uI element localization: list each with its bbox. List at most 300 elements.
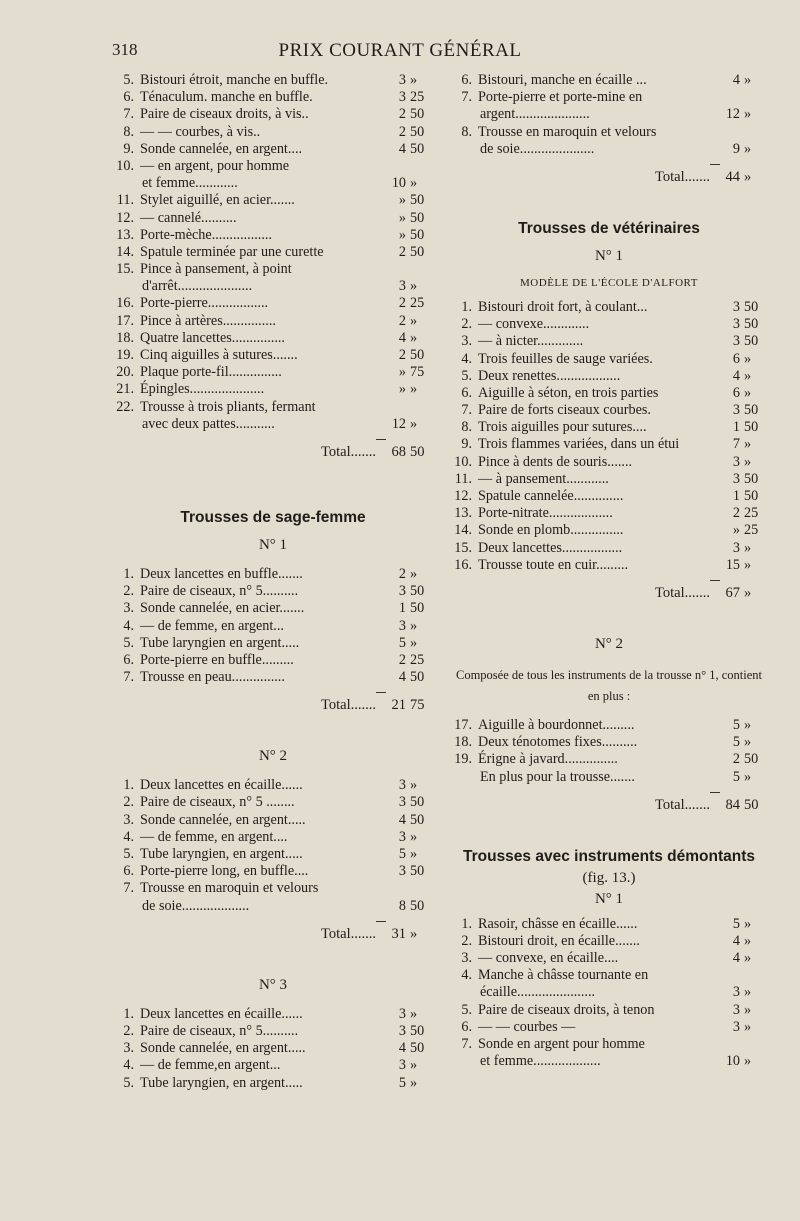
item-description: Trousse en peau............... (140, 669, 285, 686)
price-francs: 3 (398, 617, 406, 634)
price-centimes: » (744, 350, 752, 367)
item-price (720, 1019, 768, 1036)
price-francs: 3 (732, 539, 740, 556)
item-price (720, 368, 768, 385)
list-item (450, 488, 768, 505)
item-number: 12. (454, 488, 472, 504)
price-centimes: » (410, 278, 418, 295)
price-francs: 15 (725, 556, 740, 573)
price-centimes: » (744, 1018, 752, 1035)
price-centimes: » (744, 915, 752, 932)
price-francs: 3 (398, 278, 406, 295)
item-number: 3. (123, 1040, 134, 1057)
price-centimes: 50 (410, 140, 425, 157)
item-number: 7. (123, 106, 134, 123)
item-description: Bistouri, manche en écaille ... (478, 72, 647, 88)
item-price (386, 175, 434, 192)
list-item (112, 227, 434, 244)
price-francs: 3 (732, 470, 740, 487)
price-francs: 2 (732, 751, 740, 768)
total-price (720, 164, 768, 190)
item-description: Sonde cannelée, en argent..... (140, 1040, 306, 1057)
item-price (720, 950, 768, 967)
item-price (720, 299, 768, 316)
list-item (450, 385, 768, 402)
price-francs: 31 (391, 925, 406, 942)
price-centimes: » (744, 140, 752, 157)
list-item (450, 734, 768, 751)
subsection-number: N° 3 (258, 976, 288, 993)
item-number: 5. (123, 634, 134, 651)
item-description: Manche à châsse tournante en (478, 967, 649, 984)
price-centimes: » (744, 168, 752, 185)
item-price (386, 566, 434, 583)
list-item (112, 381, 434, 398)
item-number: 5. (461, 1001, 472, 1018)
item-price (386, 846, 434, 863)
item-description: Plaque porte-fil............... (140, 364, 282, 381)
item-price (386, 72, 434, 89)
item-price (386, 600, 434, 617)
item-description: — en argent, pour homme (140, 157, 290, 174)
item-description: Deux ténotomes fixes.......... (478, 734, 638, 751)
price-centimes: » (744, 584, 752, 601)
price-francs: 5 (732, 915, 740, 932)
price-francs: 2 (398, 123, 406, 140)
total-label: Total....... (655, 584, 710, 601)
item-description: Porte-pierre et porte-mine en (478, 89, 643, 106)
list-item (112, 158, 434, 175)
item-number: 1. (123, 565, 134, 582)
item-description: — à pansement............ (478, 470, 609, 487)
item-price (386, 898, 434, 915)
price-centimes: » (744, 984, 752, 1001)
price-centimes: » (410, 72, 418, 88)
list-item (450, 351, 768, 368)
item-description: Paire de forts ciseaux courbes. (478, 402, 651, 419)
list-item (450, 522, 768, 539)
price-francs: 1 (398, 600, 406, 617)
list-item (112, 124, 434, 141)
price-francs: 5 (732, 768, 740, 785)
list-item (112, 669, 434, 686)
item-description: Sonde cannelée, en acier....... (140, 600, 305, 617)
left-column (112, 72, 434, 1092)
item-price (386, 106, 434, 123)
item-description: de soie..................... (480, 140, 595, 157)
item-price (720, 557, 768, 574)
item-description: de soie................... (142, 897, 250, 914)
total-price (386, 921, 434, 947)
list-item (450, 751, 768, 768)
item-description: Pince à dents de souris....... (478, 453, 633, 470)
item-number: 19. (116, 347, 134, 363)
total-price (386, 692, 434, 718)
list-item (112, 313, 434, 330)
item-number: 10. (454, 453, 472, 470)
item-description: Trois feuilles de sauge variées. (478, 350, 653, 367)
total-label: Total....... (655, 168, 710, 185)
price-centimes: » (410, 634, 418, 651)
price-francs: 68 (391, 443, 406, 460)
price-centimes: » (744, 106, 752, 123)
item-price (386, 124, 434, 141)
item-number: 7. (123, 880, 134, 897)
item-description: Paire de ciseaux droits, à tenon (478, 1001, 655, 1018)
price-centimes: 50 (410, 106, 425, 123)
price-centimes: » (744, 932, 752, 949)
list-item (450, 72, 768, 89)
list-item (450, 769, 768, 786)
list-item (112, 829, 434, 846)
total-row (112, 692, 434, 718)
price-centimes: » (410, 175, 418, 192)
item-price (386, 669, 434, 686)
price-francs: » (398, 364, 406, 381)
item-description: Bistouri droit fort, à coulant... (478, 298, 648, 315)
item-price (720, 717, 768, 734)
list-item (450, 333, 768, 350)
item-number: 7. (461, 402, 472, 419)
list-item (450, 106, 768, 123)
item-description: Porte-pierre long, en buffle.... (140, 863, 309, 880)
list-item (450, 916, 768, 933)
list-item (450, 316, 768, 333)
item-description: — convexe............. (478, 316, 590, 333)
price-centimes: » (410, 415, 418, 432)
price-centimes: » (410, 925, 418, 942)
list-item (112, 812, 434, 829)
item-price (386, 192, 434, 209)
price-centimes: » (410, 1074, 418, 1091)
item-number: 14. (454, 522, 472, 539)
item-list (450, 916, 768, 1071)
price-francs: 2 (398, 312, 406, 329)
price-francs: 3 (398, 863, 406, 880)
item-number: 17. (454, 716, 472, 733)
item-number: 2. (461, 316, 472, 333)
item-number: 2. (461, 932, 472, 949)
item-description: Stylet aiguillé, en acier....... (140, 192, 295, 209)
price-francs: 3 (732, 453, 740, 470)
item-number: 3. (123, 811, 134, 828)
price-centimes: » (744, 1001, 752, 1018)
item-number: 3. (461, 333, 472, 350)
item-number: 3. (461, 950, 472, 967)
item-number: 11. (116, 192, 134, 209)
price-francs: 44 (725, 168, 740, 185)
item-price (386, 347, 434, 364)
price-francs: 2 (398, 106, 406, 123)
item-description: Porte-nitrate.................. (478, 505, 613, 522)
item-description: — de femme,en argent... (140, 1057, 281, 1074)
price-francs: 5 (398, 846, 406, 862)
page-number: 318 (112, 40, 138, 59)
item-number: 4. (123, 617, 134, 634)
price-francs: 3 (398, 89, 406, 106)
item-number: 9. (123, 140, 134, 157)
price-centimes: » (744, 539, 752, 556)
item-description: Tube laryngien, en argent..... (140, 846, 303, 862)
item-number: 2. (123, 1022, 134, 1039)
total-price (386, 439, 434, 465)
item-description: Bistouri droit, en écaille....... (478, 932, 640, 949)
page-header (0, 40, 800, 64)
right-column (450, 72, 768, 1070)
item-number: 6. (123, 651, 134, 668)
item-number: 13. (116, 226, 134, 243)
list-item (450, 540, 768, 557)
item-price (720, 141, 768, 158)
item-description: Paire de ciseaux, n° 5.......... (140, 1022, 299, 1039)
item-description: Aiguille à séton, en trois parties (478, 384, 659, 401)
price-francs: 6 (732, 350, 740, 367)
price-centimes: 50 (744, 316, 759, 333)
price-francs: 3 (398, 794, 406, 811)
list-item (112, 635, 434, 652)
price-francs: 3 (398, 583, 406, 600)
list-item (112, 416, 434, 433)
item-number: 3. (123, 600, 134, 617)
price-centimes: » (410, 846, 418, 862)
item-price (720, 933, 768, 950)
price-centimes: 50 (410, 811, 425, 828)
price-francs: 4 (398, 1040, 406, 1057)
list-item (112, 880, 434, 897)
item-price (720, 419, 768, 436)
item-description: Spatule terminée par une curette (140, 243, 324, 260)
item-list (112, 566, 434, 686)
model-caption: MODÈLE DE L'ÉCOLE D'ALFORT (520, 276, 698, 289)
price-centimes: 50 (410, 1022, 425, 1039)
total-label: Total....... (655, 796, 710, 813)
item-price (386, 244, 434, 261)
item-number: 7. (461, 1036, 472, 1052)
item-list (450, 72, 768, 158)
price-centimes: » (744, 1053, 752, 1070)
price-francs: 2 (398, 347, 406, 363)
price-centimes: 50 (410, 192, 425, 209)
price-francs: 3 (732, 1018, 740, 1035)
item-description: écaille...................... (480, 984, 596, 1001)
item-price (720, 454, 768, 471)
item-number: 1. (461, 915, 472, 932)
item-number: 4. (123, 1057, 134, 1074)
subsection-number: N° 1 (594, 890, 624, 907)
price-centimes: » (410, 617, 418, 634)
item-list (112, 1006, 434, 1092)
item-description: Porte-mèche................. (140, 226, 272, 243)
section-heading-sage-femme: Trousses de sage-femme (180, 508, 366, 526)
price-centimes: 50 (410, 123, 425, 140)
price-centimes: » (744, 768, 752, 785)
price-francs: 67 (725, 584, 740, 601)
list-item (112, 106, 434, 123)
list-item (112, 175, 434, 192)
price-centimes: » (410, 312, 418, 329)
list-item (450, 1036, 768, 1053)
item-description: Porte-pierre en buffle......... (140, 651, 294, 668)
price-francs: 7 (732, 436, 740, 453)
item-price (386, 227, 434, 244)
item-price (720, 351, 768, 368)
list-item (112, 210, 434, 227)
list-item (450, 419, 768, 436)
list-item (112, 261, 434, 278)
item-price (386, 210, 434, 227)
item-description: Sonde en plomb............... (478, 522, 624, 539)
price-centimes: » (410, 329, 418, 346)
list-item (112, 898, 434, 915)
price-centimes: » (410, 381, 418, 398)
item-price (720, 540, 768, 557)
figure-reference: (fig. 13.) (582, 869, 636, 886)
item-number: 16. (116, 295, 134, 312)
price-francs: » (398, 209, 406, 226)
price-francs: 3 (732, 402, 740, 419)
item-price (386, 1023, 434, 1040)
item-number: 6. (123, 89, 134, 106)
item-number: 4. (461, 350, 472, 367)
list-item (450, 933, 768, 950)
list-item (112, 244, 434, 261)
list-item (112, 794, 434, 811)
item-description: Aiguille à bourdonnet......... (478, 716, 635, 733)
subsection-number: N° 2 (594, 635, 624, 652)
item-price (386, 1075, 434, 1092)
item-description: et femme................... (480, 1053, 601, 1070)
list-item (112, 600, 434, 617)
item-number: 8. (461, 123, 472, 140)
item-description: Cinq aiguilles à sutures....... (140, 347, 298, 363)
item-number: 5. (461, 367, 472, 384)
item-description: Épingles..................... (140, 381, 265, 398)
list-item (450, 1019, 768, 1036)
item-number: 12. (116, 209, 134, 226)
item-number: 15. (454, 539, 472, 556)
price-centimes: 50 (410, 443, 425, 460)
item-list (112, 777, 434, 915)
price-centimes: » (744, 436, 752, 453)
item-description: Sonde cannelée, en argent.... (140, 140, 303, 157)
price-centimes: 25 (410, 89, 425, 106)
price-centimes: » (744, 72, 752, 88)
price-francs: 3 (732, 316, 740, 333)
price-centimes: 50 (744, 470, 759, 487)
item-description: — — courbes, à vis.. (140, 123, 261, 140)
price-francs: 21 (391, 697, 406, 714)
price-francs: 4 (732, 950, 740, 967)
total-label: Total....... (321, 925, 376, 942)
price-centimes: » (744, 384, 752, 401)
item-number: 1. (123, 777, 134, 794)
item-description: et femme............ (142, 175, 238, 192)
item-price (386, 829, 434, 846)
item-description: Paire de ciseaux, n° 5.......... (140, 583, 299, 600)
item-price (720, 333, 768, 350)
item-list (112, 72, 434, 433)
price-centimes: » (410, 777, 418, 794)
list-item (112, 89, 434, 106)
price-francs: 3 (732, 984, 740, 1001)
price-francs: 3 (398, 1022, 406, 1039)
total-price (720, 792, 768, 818)
list-item (450, 557, 768, 574)
list-item (450, 89, 768, 106)
price-francs: 84 (725, 796, 740, 813)
list-item (112, 72, 434, 89)
item-number: 16. (454, 556, 472, 573)
price-centimes: 50 (410, 1040, 425, 1057)
list-item (450, 1053, 768, 1070)
subsection-number: N° 2 (258, 748, 288, 765)
item-price (720, 505, 768, 522)
list-item (112, 330, 434, 347)
price-centimes: » (410, 1057, 418, 1074)
price-francs: 2 (398, 243, 406, 260)
item-price (386, 863, 434, 880)
list-item (112, 295, 434, 312)
price-centimes: 50 (744, 488, 759, 504)
price-francs: 5 (398, 1074, 406, 1091)
item-price (720, 769, 768, 786)
item-description: Pince à artères............... (140, 312, 276, 329)
price-centimes: 50 (410, 226, 425, 243)
item-number: 15. (116, 261, 134, 278)
item-number: 18. (454, 734, 472, 751)
item-price (386, 618, 434, 635)
item-price (720, 916, 768, 933)
item-price (720, 984, 768, 1001)
item-description: Paire de ciseaux droits, à vis.. (140, 106, 309, 123)
list-item (112, 652, 434, 669)
item-number: 7. (461, 89, 472, 106)
price-centimes: » (410, 565, 418, 582)
price-francs: 12 (725, 106, 740, 123)
price-francs: 1 (732, 488, 740, 504)
price-centimes: 50 (410, 347, 425, 363)
price-centimes: » (744, 950, 752, 967)
item-price (386, 583, 434, 600)
item-description: — de femme, en argent.... (140, 828, 288, 845)
price-francs: 3 (732, 1001, 740, 1018)
item-description: Bistouri étroit, manche en buffle. (140, 72, 329, 88)
price-centimes: 25 (410, 651, 425, 668)
total-row (450, 580, 768, 606)
total-label: Total....... (321, 697, 376, 714)
item-price (720, 402, 768, 419)
item-number: 5. (123, 1074, 134, 1091)
price-francs: » (732, 522, 740, 539)
item-price (386, 89, 434, 106)
price-francs: 4 (398, 140, 406, 157)
price-centimes: » (410, 1005, 418, 1022)
price-centimes: » (410, 828, 418, 845)
list-item (450, 717, 768, 734)
item-price (386, 777, 434, 794)
section-heading-demontants: Trousses avec instruments démontants (462, 847, 755, 865)
item-price (720, 436, 768, 453)
item-description: Pince à pansement, à point (140, 261, 292, 278)
item-price (386, 278, 434, 295)
price-centimes: 50 (410, 600, 425, 617)
price-centimes: 50 (410, 209, 425, 226)
price-francs: 3 (398, 828, 406, 845)
item-description: Deux lancettes en buffle....... (140, 565, 303, 582)
item-description: Quatre lancettes............... (140, 329, 285, 346)
list-item (112, 399, 434, 416)
price-francs: 3 (398, 1005, 406, 1022)
